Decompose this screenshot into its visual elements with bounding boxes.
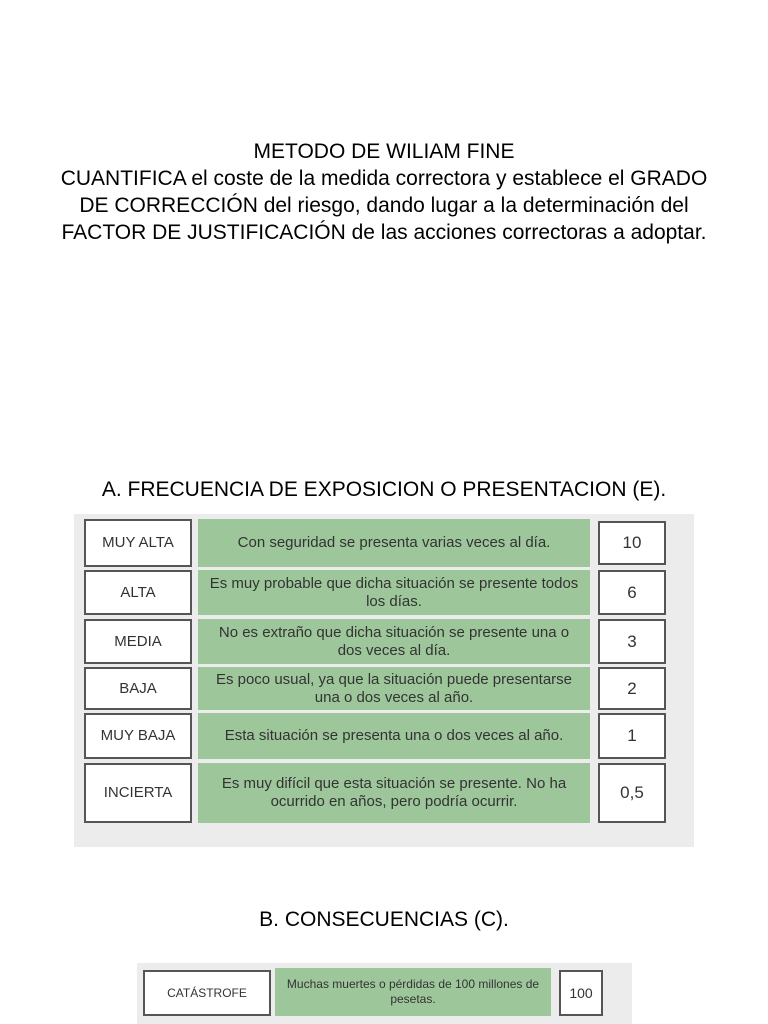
document-title: METODO DE WILIAM FINE bbox=[253, 140, 515, 163]
consequences-table bbox=[137, 963, 632, 1024]
level-description: Esta situación se presenta una o dos veces al año. bbox=[198, 713, 590, 759]
table-row bbox=[74, 570, 694, 615]
table-row bbox=[74, 519, 694, 567]
level-description: No es extraño que dicha situación se presente una o dos veces al día. bbox=[198, 619, 590, 664]
intro-block bbox=[60, 138, 708, 246]
level-label: ALTA bbox=[84, 570, 192, 615]
level-value: 6 bbox=[598, 570, 666, 615]
level-description: Es poco usual, ya que la situación puede presentarse una o dos veces al año. bbox=[198, 667, 590, 710]
table-row bbox=[74, 667, 694, 710]
level-value: 10 bbox=[598, 521, 666, 565]
section-b-heading: B. CONSECUENCIAS (C). bbox=[259, 908, 509, 931]
intro-paragraph: CUANTIFICA el coste de la medida correctora y establece el GRADO DE CORRECCIÓN del riesgo, dando lugar a la determinación del FACTOR DE JUSTIFICACIÓN de las acciones correctoras a adoptar. bbox=[60, 167, 708, 244]
exposure-frequency-table bbox=[74, 514, 694, 847]
level-description: Es muy probable que dicha situación se presente todos los días. bbox=[198, 570, 590, 615]
level-label: INCIERTA bbox=[84, 763, 192, 823]
level-label: MUY ALTA bbox=[84, 519, 192, 567]
table-row bbox=[74, 619, 694, 664]
level-value: 0,5 bbox=[598, 763, 666, 823]
level-description: Es muy difícil que esta situación se presente. No ha ocurrido en años, pero podría ocurrir. bbox=[198, 763, 590, 823]
level-description: Muchas muertes o pérdidas de 100 millones de pesetas. bbox=[275, 968, 551, 1016]
level-label: MUY BAJA bbox=[84, 713, 192, 759]
level-label: CATÁSTROFE bbox=[143, 970, 271, 1016]
level-value: 100 bbox=[559, 970, 603, 1016]
level-description: Con seguridad se presenta varias veces al día. bbox=[198, 519, 590, 567]
level-label: MEDIA bbox=[84, 619, 192, 664]
table-row bbox=[74, 763, 694, 823]
level-value: 3 bbox=[598, 619, 666, 664]
level-label: BAJA bbox=[84, 667, 192, 710]
table-row bbox=[137, 968, 632, 1016]
level-value: 2 bbox=[598, 667, 666, 710]
section-a-heading: A. FRECUENCIA DE EXPOSICION O PRESENTACION (E). bbox=[101, 478, 667, 501]
table-row bbox=[74, 713, 694, 759]
level-value: 1 bbox=[598, 713, 666, 759]
